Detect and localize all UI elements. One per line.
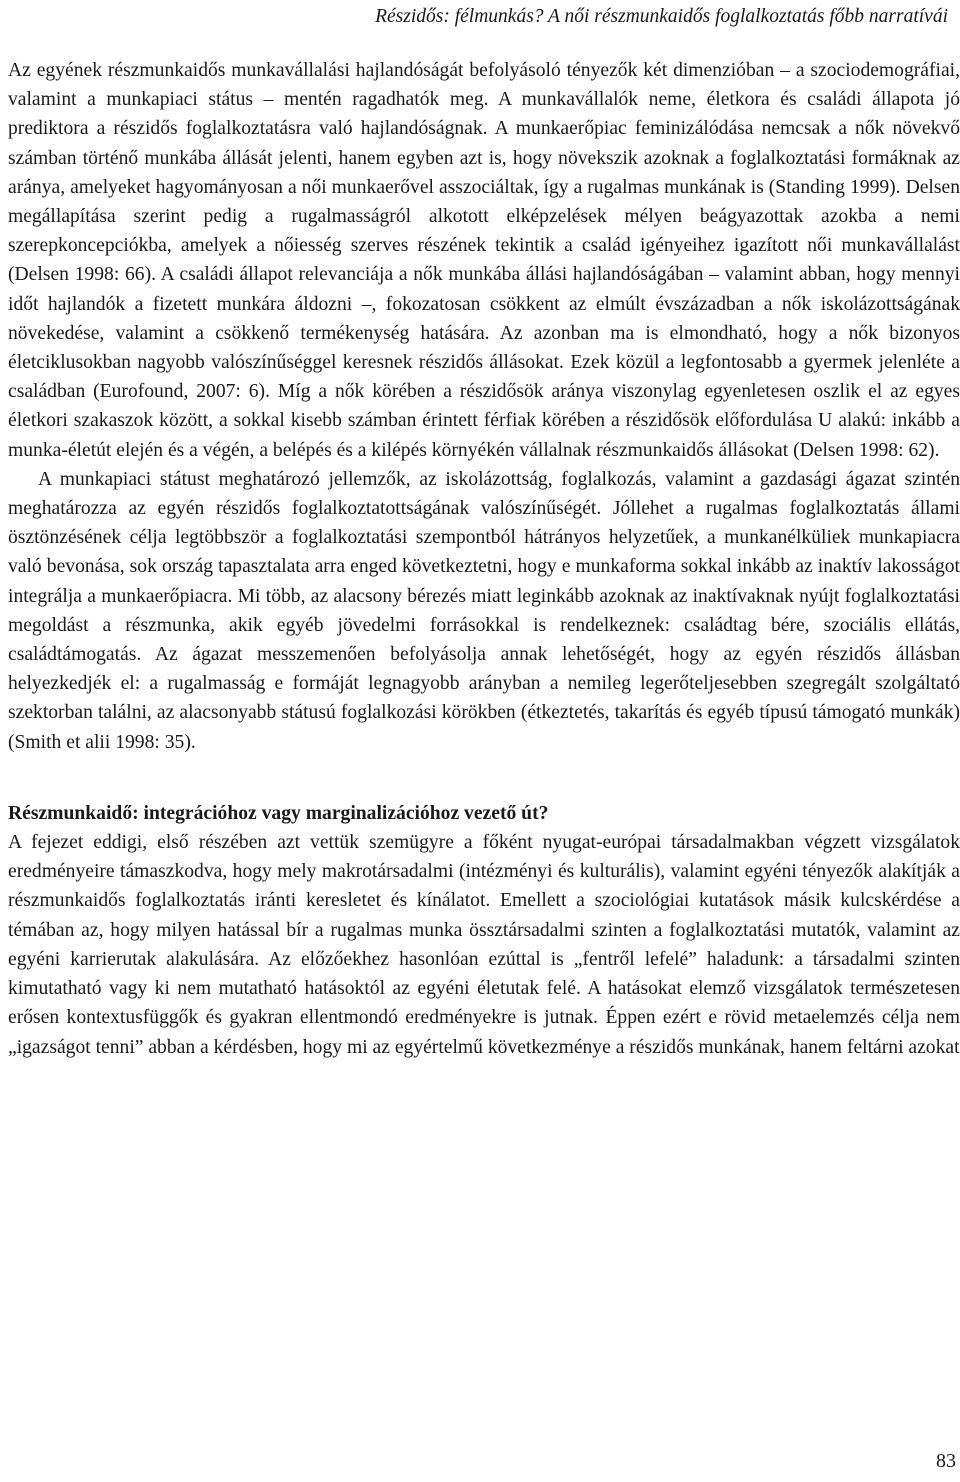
document-body (8, 56, 960, 1062)
section-paragraph: A fejezet eddigi, első részében azt vettük szemügyre a főként nyugat-európai társadalmakban végzett vizsgálatok eredményeire támaszkodva, hogy mely makrotársadalmi (intézményi és kulturális), valamint egyéni tényezők alakítják a részmunkaidős foglalkoztatás iránti keresletet és kínálatot. Emellett a szociológiai kutatások másik kulcskérdése a témában az, hogy milyen hatással bír a rugalmas munka össztársadalmi szinten a foglalkoztatási mutatók, valamint az egyéni karrierutak alakulására. Az előzőekhez hasonlóan ezúttal is „fentről lefelé” haladunk: a társadalmi szinten kimutatható vagy ki nem mutatható hatásoktól az egyéni életutak felé. A hatásokat elemző vizsgálatok természetesen erősen kontextusfüggők és gyakran ellentmondó eredményekre is jutnak. Éppen ezért e rövid metaelemzés célja nem „igazságot tenni” abban a kérdésben, hogy mi az egyértelmű következménye a részidős munkának, hanem feltárni azokat (8, 832, 960, 1058)
running-header: Részidős: félmunkás? A női részmunkaidős foglalkoztatás főbb narratívái (375, 6, 948, 27)
body-paragraph-2: A munkapiaci státust meghatározó jellemzők, az iskolázottság, foglalkozás, valamint a gazdasági ágazat szintén meghatározza az egyén részidős foglalkoztatottságának valószínűségét. Jóllehet a rugalmas foglalkoztatás állami ösztönzésének célja legtöbbször a foglalkoztatási szempontból hátrányos helyzetűek, a munkanélküliek munkapiacra való bevonása, sok ország tapasztalata arra enged következtetni, hogy e munkaforma sokkal inkább az inaktív lakosságot integrálja a munkaerőpiacra. Mi több, az alacsony bérezés miatt leginkább azoknak az inaktívaknak nyújt foglalkoztatási megoldást a részmunka, akik egyéb jövedelmi forrásokkal is rendelkeznek: családtag bére, szociális ellátás, családtámogatás. Az ágazat messzemenően befolyásolja annak lehetőségét, hogy az egyén részidős állásban helyezkedjék el: a rugalmasság e formáját legnagyobb arányban a nemileg legerőteljesebben szegregált szolgáltató szektorban találni, az alacsonyabb státusú foglalkozási körökben (étkeztetés, takarítás és egyéb típusú támogató munkák) (Smith et alii 1998: 35). (8, 468, 960, 753)
body-paragraph-1: Az egyének részmunkaidős munkavállalási hajlandóságát befolyásoló tényezők két dimenzióban – a szociodemográfiai, valamint a munkapiaci státus – mentén ragadhatók meg. A munkavállalók neme, életkora és családi állapota jó prediktora a részidős foglalkoztatásra való hajlandóságnak. A munkaerőpiac feminizálódása nemcsak a nők növekvő számban történő munkába állását jelenti, hanem egyben azt is, hogy növekszik azoknak a foglalkoztatási formáknak az aránya, amelyeket hagyományosan a női munkaerővel asszociáltak, így a rugalmas munkának is (Standing 1999). Delsen megállapítása szerint pedig a rugalmasságról alkotott elképzelések mélyen beágyazottak azokba a nemi szerepkoncepciókba, amelyek a nőiesség szerves részének tekintik a család igényeihez igazított női munkavállalást (Delsen 1998: 66). A családi állapot relevanciája a nők munkába állási hajlandóságában – valamint abban, hogy mennyi időt hajlandók a fizetett munkára áldozni –, fokozatosan csökkent az elmúlt évszázadban a nők iskolázottságának növekedése, valamint a csökkenő termékenység hatására. Az azonban ma is elmondható, hogy a nők bizonyos életciklusokban nagyobb valószínűséggel keresnek részidős állásokat. Ezek közül a legfontosabb a gyermek jelenléte a családban (Eurofound, 2007: 6). Míg a nők körében a részidősök aránya viszonylag egyenletesen oszlik el az egyes életkori szakaszok között, a sokkal kisebb számban érintett férfiak körében a részidősök előfordulása U alakú: inkább a munka-életút elején és a végén, a belépés és a kilépés környékén vállalnak részmunkaidős állásokat (Delsen 1998: 62). (8, 60, 960, 461)
page-number: 83 (936, 1450, 956, 1472)
section-heading: Részmunkaidő: integrációhoz vagy marginalizációhoz vezető út? (8, 802, 549, 824)
document-page (8, 0, 960, 1482)
